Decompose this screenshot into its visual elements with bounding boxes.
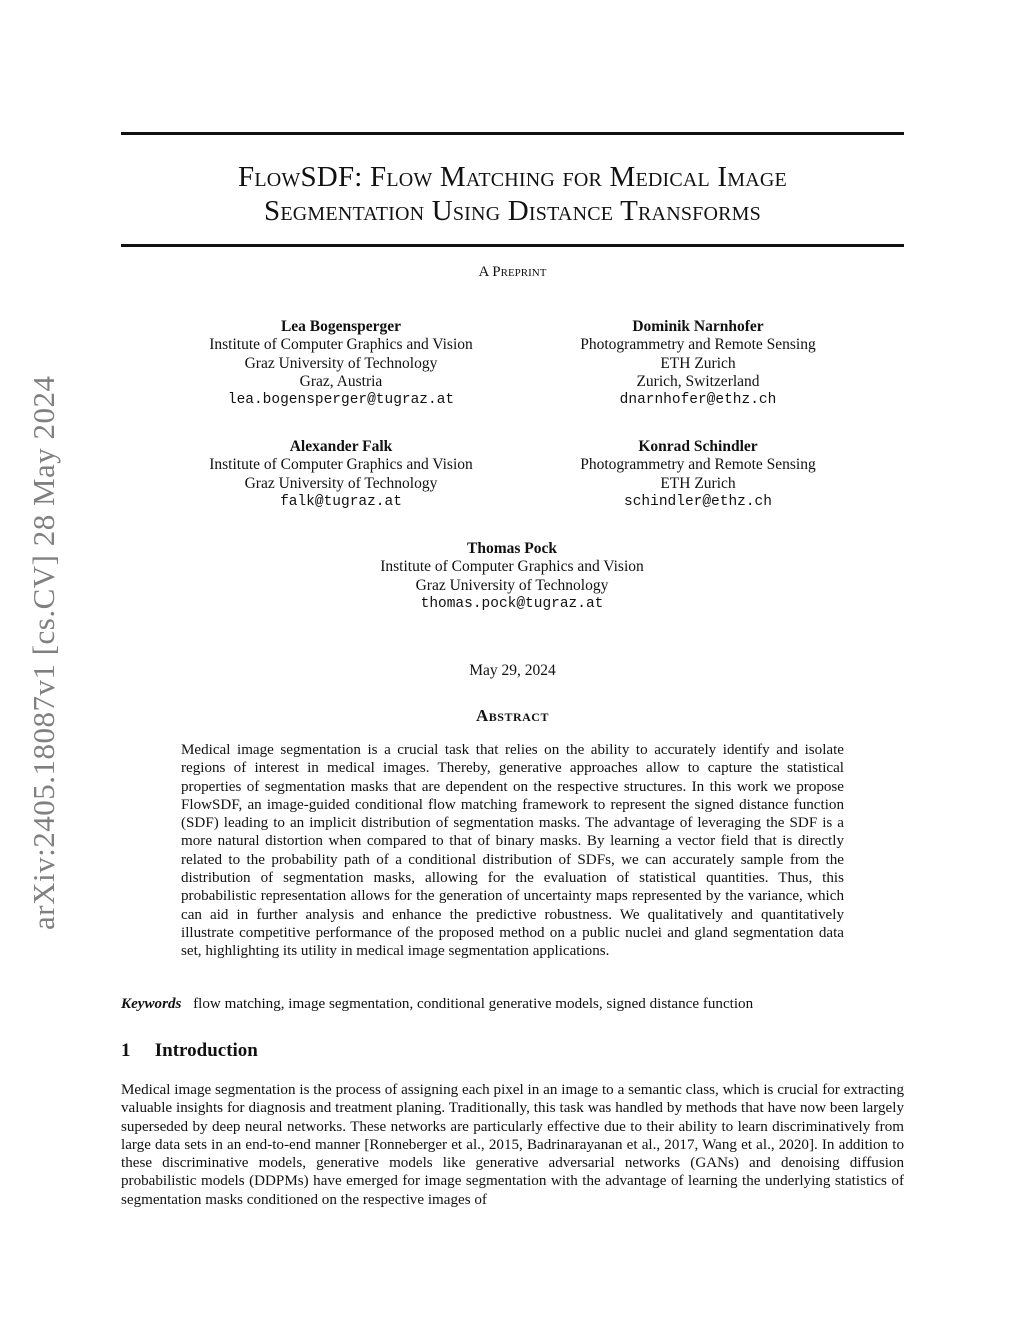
author-block xyxy=(161,438,521,511)
author-affiliation: Institute of Computer Graphics and Vision xyxy=(209,336,473,354)
author-affiliation: Photogrammetry and Remote Sensing xyxy=(580,336,816,354)
author-email[interactable]: lea.bogensperger@tugraz.at xyxy=(227,392,455,409)
author-affiliation: Institute of Computer Graphics and Vision xyxy=(380,558,644,576)
abstract-heading: Abstract xyxy=(476,706,549,725)
author-name: Alexander Falk xyxy=(289,438,393,455)
author-email[interactable]: dnarnhofer@ethz.ch xyxy=(619,392,777,409)
title-line-2: Segmentation Using Distance Transforms xyxy=(264,195,761,227)
title-line-1: FlowSDF: Flow Matching for Medical Image xyxy=(238,161,787,193)
author-affiliation: ETH Zurich xyxy=(660,474,736,492)
author-affiliation: Graz University of Technology xyxy=(244,474,438,492)
arxiv-identifier: arXiv:2405.18087v1 [cs.CV] 28 May 2024 xyxy=(26,375,61,930)
abstract-text: Medical image segmentation is a crucial task that relies on the ability to accurately identify and isolate regions of interest in medical images. Thereby, generative approaches allow to capture the statistical properties of segmentation masks that are dependent on the respective structures. In this work we propose FlowSDF, an image-guided conditional flow matching framework to represent the signed distance function (SDF) leading to an implicit distribution of segmentation masks. The advantage of leveraging the SDF is a more natural distortion when compared to that of binary masks. By learning a vector field that is directly related to the probability path of a conditional distribution of SDFs, we can accurately sample from the distribution of segmentation masks, allowing for the evaluation of statistical quantities. Thus, this probabilistic representation allows for the generation of uncertainty maps represented by the variance, which can aid in further analysis and enhance the predictive robustness. We qualitatively and quantitatively illustrate competitive performance of the proposed method on a public nuclei and gland segmentation data set, highlighting its utility in medical image segmentation applications. xyxy=(181,742,844,960)
author-affiliation: Institute of Computer Graphics and Vision xyxy=(209,456,473,474)
author-email[interactable]: falk@tugraz.at xyxy=(280,493,402,510)
author-email[interactable]: schindler@ethz.ch xyxy=(624,493,772,510)
title-top-rule xyxy=(121,132,904,135)
author-affiliation: Photogrammetry and Remote Sensing xyxy=(580,456,816,474)
author-affiliation: Graz University of Technology xyxy=(244,354,438,372)
author-email[interactable]: thomas.pock@tugraz.at xyxy=(420,595,604,612)
author-block xyxy=(518,318,878,409)
title-bottom-rule xyxy=(121,244,904,247)
author-name: Lea Bogensperger xyxy=(280,318,402,335)
section-title: Introduction xyxy=(154,1040,258,1061)
publication-date: May 29, 2024 xyxy=(469,662,556,679)
section-heading xyxy=(121,1040,258,1062)
author-affiliation: Graz University of Technology xyxy=(415,576,609,594)
paper-title xyxy=(121,160,904,228)
author-affiliation: ETH Zurich xyxy=(660,354,736,372)
section-number: 1 xyxy=(121,1040,131,1061)
author-name: Thomas Pock xyxy=(467,540,557,557)
keywords-line xyxy=(121,996,904,1013)
author-name: Dominik Narnhofer xyxy=(632,318,764,335)
author-affiliation: Zurich, Switzerland xyxy=(636,372,760,390)
preprint-label: A Preprint xyxy=(478,264,547,280)
author-name: Konrad Schindler xyxy=(638,438,758,455)
author-block xyxy=(518,438,878,511)
keywords-label: Keywords xyxy=(121,996,182,1012)
author-block xyxy=(332,540,692,613)
author-block xyxy=(161,318,521,409)
introduction-paragraph: Medical image segmentation is the process of assigning each pixel in an image to a semantic class, which is crucial for extracting valuable insights for diagnosis and treatment planing. Traditionally, this task was handled by methods that have now been largely superseded by deep neural networks. These networks are particularly effective due to their ability to learn discriminatively from large data sets in an end-to-end manner [Ronneberger et al., 2015, Badrinarayanan et al., 2017, Wang et al., 2020]. In addition to these discriminative models, generative models like generative adversarial networks (GANs) and denoising diffusion probabilistic models (DDPMs) have emerged for image segmentation with the advantage of learning the underlying statistics of segmentation masks conditioned on the respective images of xyxy=(121,1082,904,1208)
keywords-text: flow matching, image segmentation, conditional generative models, signed distance function xyxy=(193,996,754,1012)
author-affiliation: Graz, Austria xyxy=(299,372,383,390)
